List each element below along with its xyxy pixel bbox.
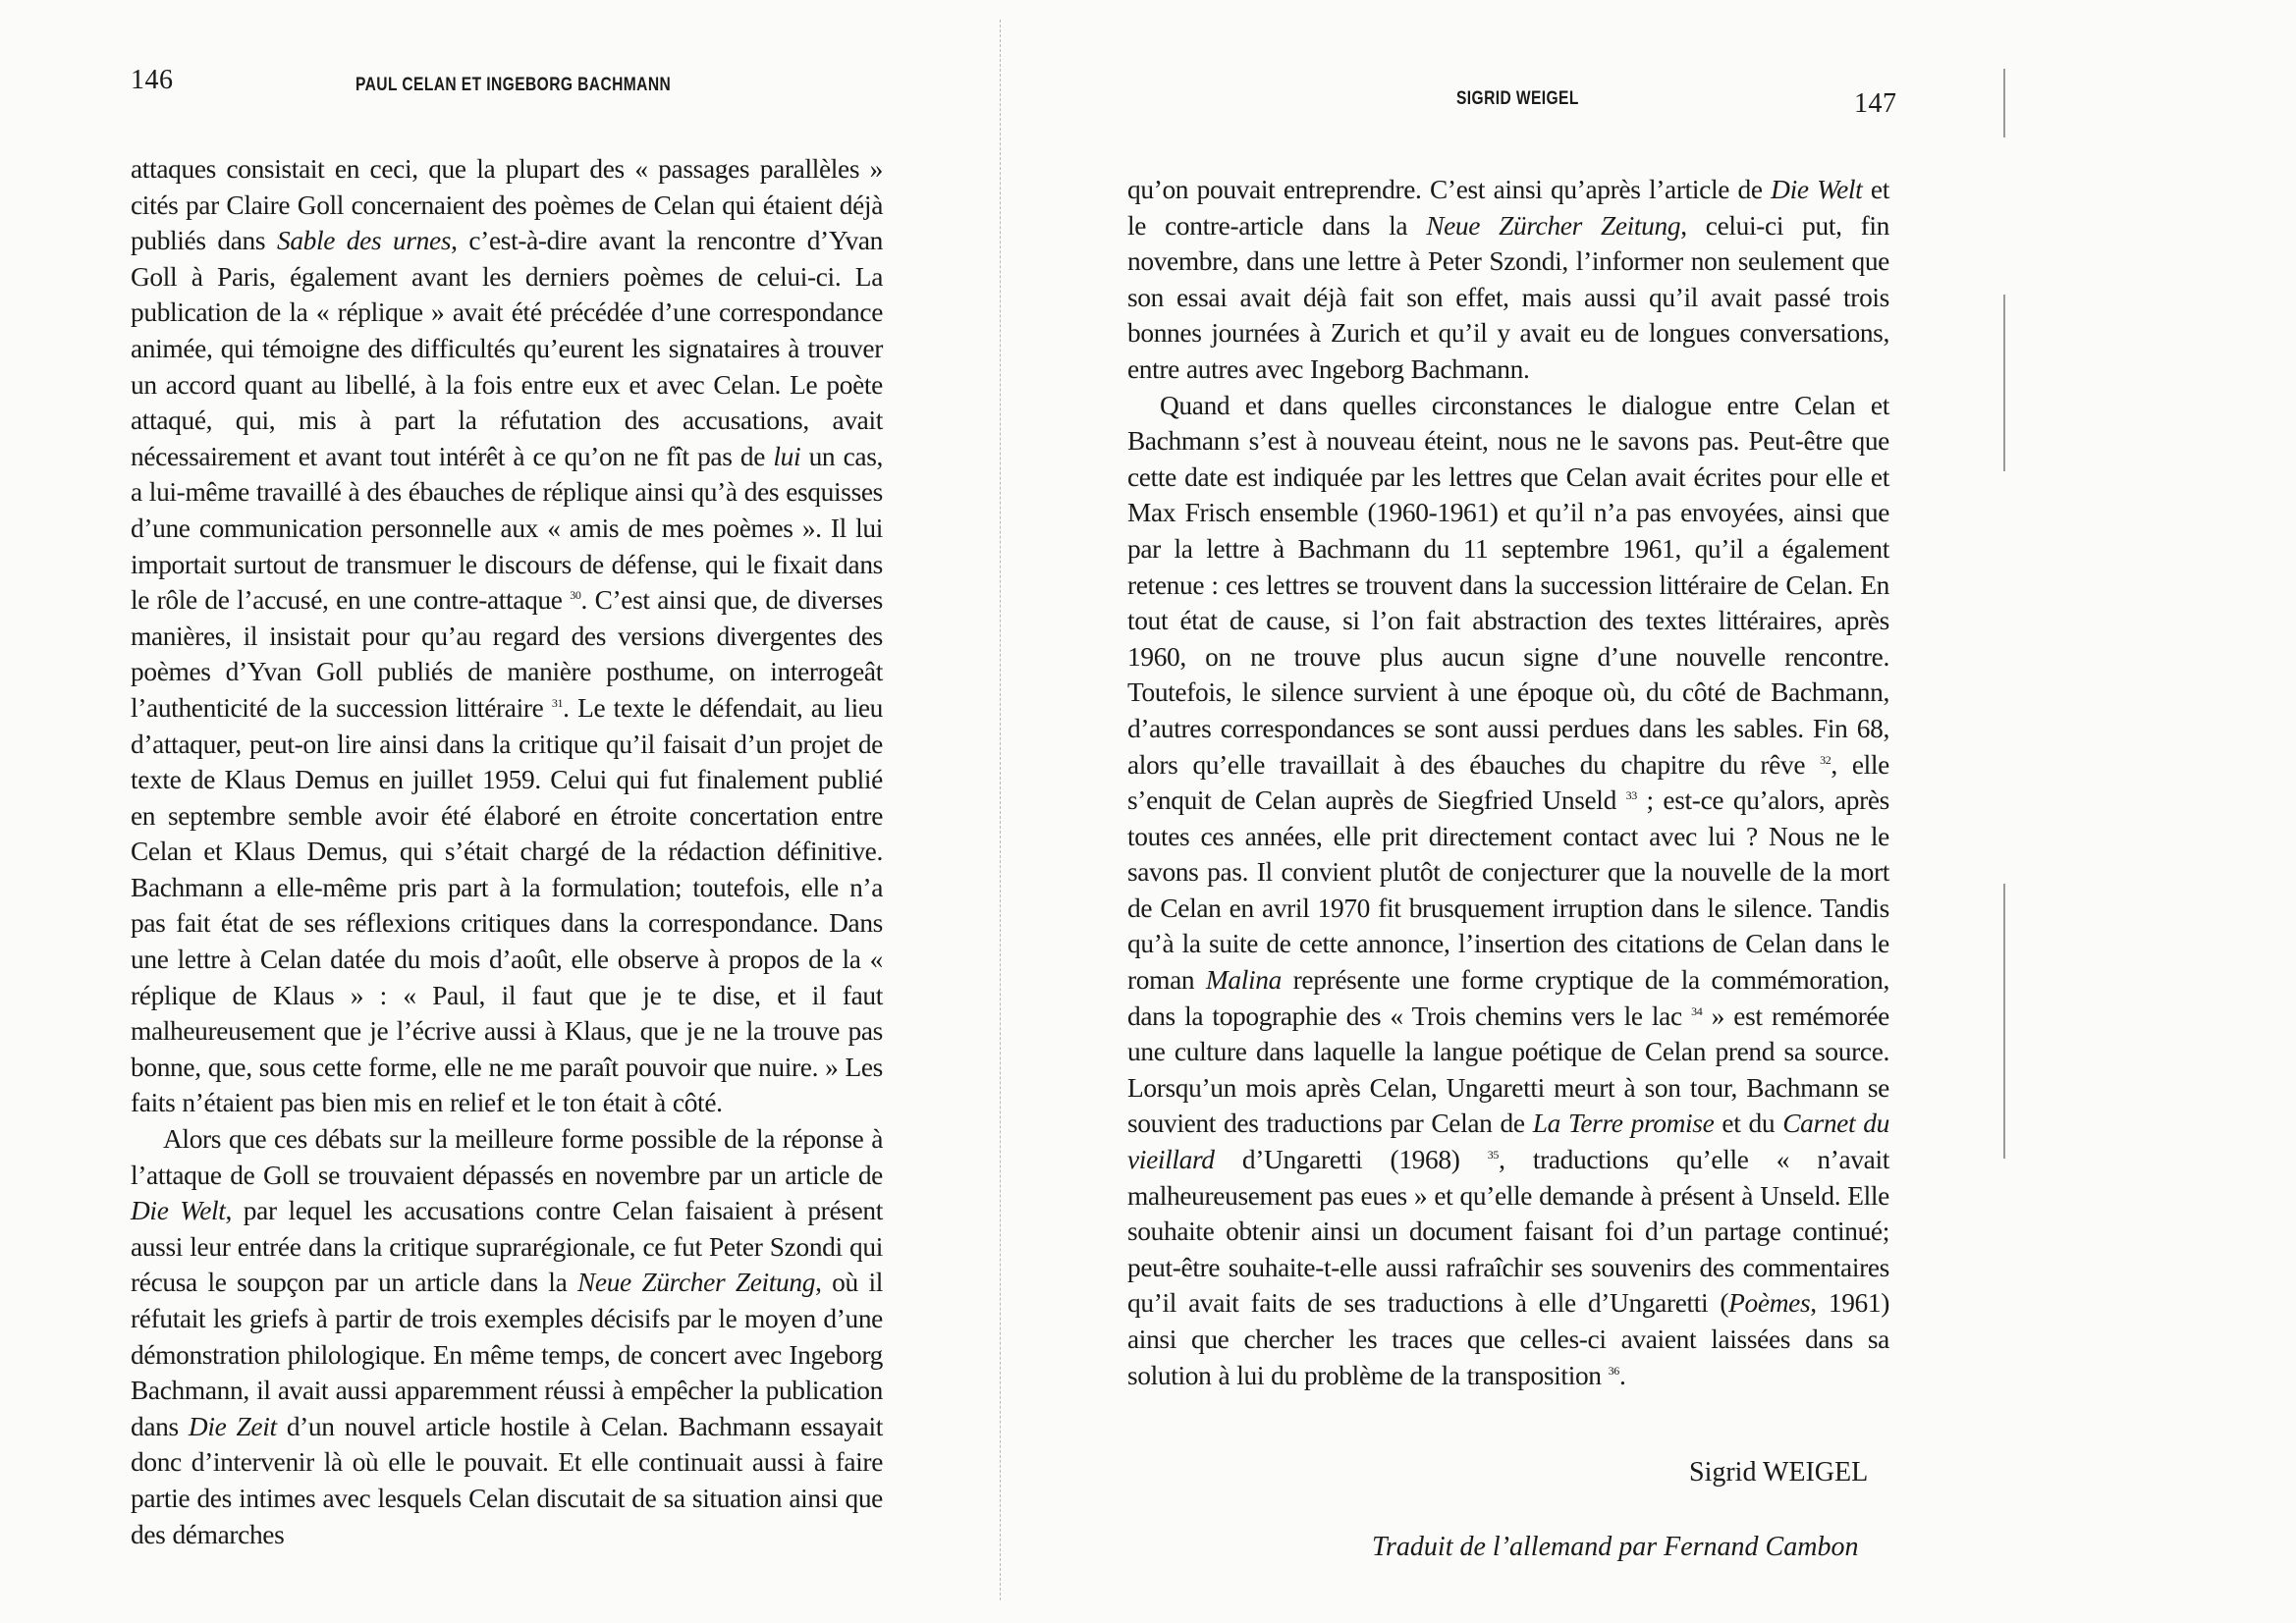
paragraph — [131, 1121, 883, 1552]
italic-text: La Terre promise — [1532, 1109, 1715, 1139]
italic-text: lui — [773, 441, 801, 471]
text-run: , celui-ci put, fin novembre, dans une lettre à Peter Szondi, l’informer non seulement que son essai avait déjà fait son effet, mais aussi qu’il avait passé trois bonnes journées à Zurich et qu’il y avait eu de longues conversations, entre autres avec Ingeborg Bachmann. — [1127, 210, 1889, 384]
text-run: un cas, a lui-même travaillé à des ébauches de réplique ainsi qu’à des esquisses d’une communication personnelle aux « amis de mes poèmes ». Il lui importait surtout de transmuer le discours de défense, qui le fixait dans le rôle de l’accusé, en une contre-attaque — [131, 441, 884, 616]
paragraph — [1127, 172, 1889, 388]
italic-text: Malina — [1205, 965, 1282, 996]
italic-text: Poèmes — [1728, 1288, 1811, 1319]
running-head-left: PAUL CELAN ET INGEBORG BACHMANN — [355, 75, 672, 95]
italic-text: Neue Zürcher Zeitung — [1426, 210, 1681, 241]
scan-edge-mark — [2003, 69, 2005, 137]
italic-text: Die Welt — [1771, 175, 1863, 204]
text-run: , où il réfutait les griefs à partir de trois exemples décisifs par le moyen d’une démonstration philologique. En même temps, de concert avec Ingeborg Bachmann, il avait aussi apparemment réussi à empêcher la publication dans — [131, 1268, 883, 1441]
paragraph — [131, 151, 883, 1121]
footnote-ref: 31 — [551, 695, 564, 710]
right-body-text — [1127, 172, 1889, 1393]
footnote-ref: 32 — [1820, 752, 1831, 767]
translator-credit: Traduit de l’allemand par Fernand Cambon — [1372, 1532, 1859, 1562]
text-run: qu’on pouvait entreprendre. C’est ainsi qu’après l’article de — [1127, 175, 1772, 204]
italic-text: Carnet du vieillard — [1127, 1109, 1889, 1175]
italic-text: Die Zeit — [188, 1411, 277, 1441]
text-run: attaques consistait en ceci, que la plupart des « passages parallèles » cités par Claire Goll concernaient des poèmes de Celan qui étaient déjà publiés dans — [131, 154, 883, 256]
paragraph — [1127, 388, 1889, 1394]
text-run: . Le texte le défendait, au lieu d’attaquer, peut-on lire ainsi dans la critique qu’il faisait d’un projet de texte de Klaus Demus en juillet 1959. Celui qui fut finalement publié en septembre semble avoir été élaboré en étroite concertation entre Celan et Klaus Demus, qui s’était chargé de la rédaction définitive. Bachmann a elle-même pris part à la formulation; toutefois, elle n’a pas fait état de ses réflexions critiques dans la correspondance. Dans une lettre à Celan datée du mois d’août, elle observe à propos de la « réplique de Klaus » : « Paul, il faut que je te dise, et il faut malheureusement que je l’écrive aussi à Klaus, que je ne la trouve pas bonne, que, sous cette forme, elle ne me paraît pouvoir que nuire. » Les faits n’étaient pas bien mis en relief et le ton était à côté. — [131, 692, 883, 1118]
italic-text: Die Welt — [131, 1196, 226, 1226]
left-page — [0, 0, 992, 1623]
footnote-ref: 33 — [1625, 788, 1637, 803]
text-run: , elle s’enquit de Celan auprès de Siegfried Unseld — [1127, 749, 1889, 816]
text-run: représente une forme cryptique de la commémoration, dans la topographie des « Trois chemins vers le lac — [1127, 965, 1889, 1031]
text-run: Alors que ces débats sur la meilleure forme possible de la réponse à l’attaque de Goll se trouvaient dépassés en novembre par un article de — [131, 1124, 883, 1190]
running-head-right: SIGRID WEIGEL — [1456, 88, 1579, 109]
text-run: . — [1618, 1360, 1626, 1390]
text-run: » est remémorée une culture dans laquelle la langue poétique de Celan prend sa source. Lorsqu’un mois après Celan, Ungaretti meurt à son tour, Bachmann se souvient des traductions par Celan de — [1127, 1001, 1889, 1139]
scan-edge-mark — [2003, 884, 2005, 1159]
text-run: , par lequel les accusations contre Celan faisaient à présent aussi leur entrée dans la critique suprarégionale, ce fut Peter Szondi qui récusa le soupçon par un article dans la — [131, 1196, 883, 1298]
text-run: , c’est-à-dire avant la rencontre d’Yvan Goll à Paris, également avant les derniers poèmes de celui-ci. La publication de la « réplique » avait été précédée d’une correspondance animée, qui témoigne des difficultés qu’eurent les signataires à trouver un accord quant au libellé, à la fois entre eux et avec Celan. Le poète attaqué, qui, mis à part la réfutation des accusations, avait nécessairement et avant tout intérêt à ce qu’on ne fît pas de — [131, 226, 884, 471]
text-run: d’un nouvel article hostile à Celan. Bachmann essayait donc d’intervenir là où elle le pouvait. Et elle continuait aussi à faire partie des intimes avec lesquels Celan discutait de sa situation ainsi que des démarches — [131, 1411, 883, 1549]
author-signature: Sigrid WEIGEL — [1689, 1457, 1869, 1488]
left-body-text — [131, 151, 883, 1552]
footnote-ref: 35 — [1487, 1148, 1500, 1163]
footnote-ref: 36 — [1608, 1363, 1619, 1378]
text-run: d’Ungaretti (1968) — [1214, 1145, 1488, 1175]
italic-text: Sable des urnes — [276, 226, 452, 256]
text-run: et le contre-article dans la — [1127, 175, 1889, 241]
text-run: ; est-ce qu’alors, après toutes ces années, elle prit directement contact avec lui ? Nous ne le savons pas. Il convient plutôt de conjecturer que la nouvelle de la mort de Celan en avril 1970 fit brusquement irruption dans le silence. Tandis qu’à la suite de cette annonce, l’insertion des citations de Celan dans le roman — [1127, 785, 1889, 996]
scan-edge-mark — [2003, 295, 2005, 471]
footnote-ref: 30 — [570, 588, 581, 603]
text-run: Quand et dans quelles circonstances le dialogue entre Celan et Bachmann s’est à nouveau éteint, nous ne le savons pas. Peut-être que cette date est indiquée par les lettres que Celan avait écrites pour elle et Max Frisch ensemble (1960-1961) et qu’il n’a pas envoyées, ainsi que par la lettre à Bachmann du 11 septembre 1961, qu’il a également retenue : ces lettres se trouvent dans la succession littéraire de Celan. En tout état de cause, si l’on fait abstraction des textes littéraires, après 1960, on ne trouve plus aucun signe d’une nouvelle rencontre. Toutefois, le silence survient à une époque où, du côté de Bachmann, d’autres correspondances se sont aussi perdues dans les sables. Fin 68, alors qu’elle travaillait à des ébauches du chapitre du rêve — [1127, 390, 1889, 780]
text-run: . C’est ainsi que, de diverses manières, il insistait pour qu’au regard des versions divergentes des poèmes d’Yvan Goll publiés de manière posthume, on interrogeât l’authenticité de la succession littéraire — [131, 585, 883, 723]
text-run: et du — [1714, 1109, 1783, 1139]
text-run: , traductions qu’elle « n’avait malheureusement pas eues » et qu’elle demande à présent à Unseld. Elle souhaite obtenir ainsi un document faisant foi d’un partage continué; peut-être souhaite-t-elle aussi rafraîchir ses souvenirs des commentaires qu’il avait faits de ses traductions à elle d’Ungaretti ( — [1127, 1145, 1889, 1319]
page-number-left: 146 — [131, 65, 174, 95]
text-run: , 1961) ainsi que chercher les traces que celles-ci avaient laissées dans sa solution à lui du problème de la transposition — [1127, 1288, 1889, 1390]
page-number-right: 147 — [1854, 88, 1897, 119]
footnote-ref: 34 — [1691, 1003, 1703, 1018]
italic-text: Neue Zürcher Zeitung — [576, 1268, 816, 1298]
